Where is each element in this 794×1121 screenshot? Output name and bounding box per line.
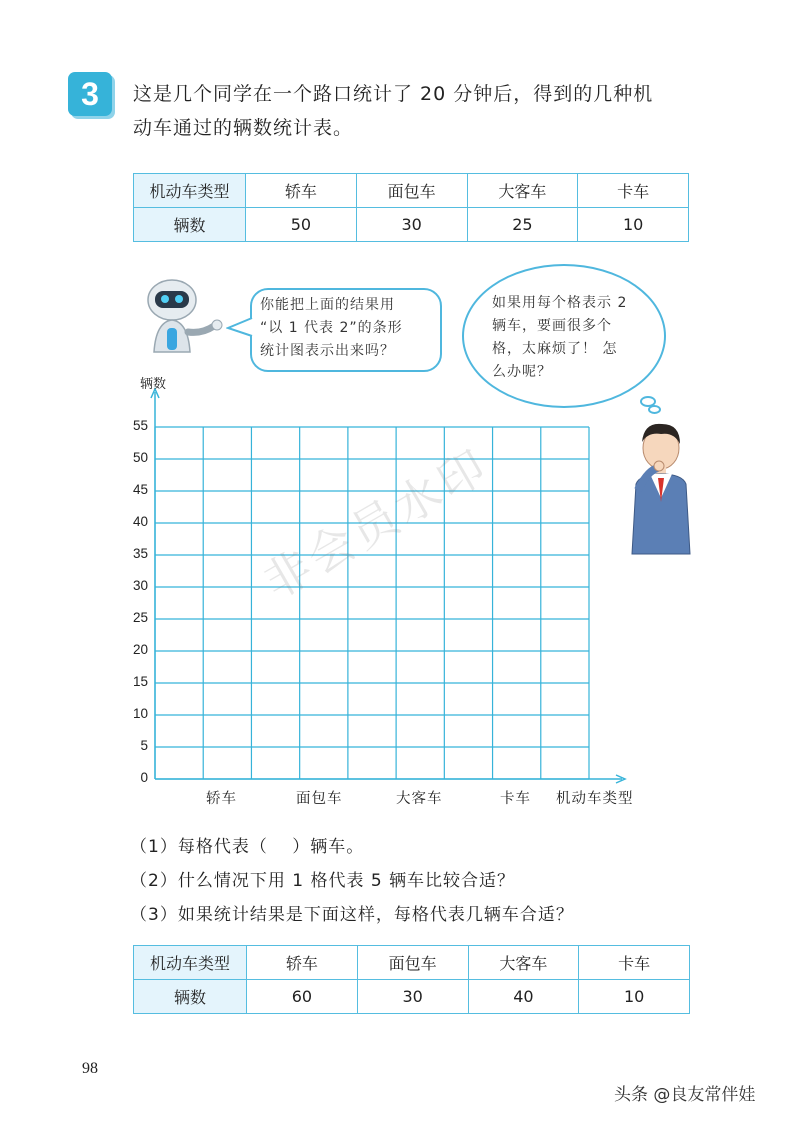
table-cell-sedan: 50	[246, 208, 357, 242]
y-tick-label: 20	[132, 642, 148, 657]
question-2: （2）什么情况下用 1 格代表 5 辆车比较合适？	[130, 871, 516, 891]
y-tick-label: 10	[132, 706, 148, 721]
watermark: 非会员水印	[254, 437, 499, 610]
footer-credit: 头条 @良友常伴娃	[614, 1085, 756, 1105]
question-1: （1）每格代表（ ）辆车。	[130, 837, 365, 857]
table-cell-van: 30	[356, 208, 467, 242]
question-3: （3）如果统计结果是下面这样，每格代表几辆车合适？	[130, 905, 574, 925]
y-tick-label: 55	[132, 418, 148, 433]
x-category-truck: 卡车	[500, 791, 531, 807]
y-tick-label: 35	[132, 546, 148, 561]
table-column-van: 面包车	[356, 174, 467, 208]
table-cell-sedan: 60	[247, 980, 358, 1014]
thought-line-1: 如果用每个格表示 2	[492, 295, 628, 311]
table-header-label: 机动车类型	[134, 946, 247, 980]
table-row-label: 辆数	[134, 980, 247, 1014]
table-cell-van: 30	[357, 980, 468, 1014]
y-tick-label: 0	[140, 770, 148, 785]
table-column-truck: 卡车	[579, 946, 690, 980]
x-axis-label: 机动车类型	[556, 791, 634, 807]
x-category-van: 面包车	[296, 791, 343, 807]
y-tick-label: 30	[132, 578, 148, 593]
table-column-sedan: 轿车	[247, 946, 358, 980]
y-axis-label: 辆数	[140, 377, 167, 392]
y-tick-label: 40	[132, 514, 148, 529]
table-cell-bus: 40	[468, 980, 579, 1014]
robot-speech-line-2: “以 1 代表 2”的条形	[260, 320, 403, 336]
table-column-bus: 大客车	[467, 174, 578, 208]
table-row-label: 辆数	[134, 208, 246, 242]
y-tick-label: 5	[140, 738, 148, 753]
table-cell-truck: 10	[578, 208, 689, 242]
table-column-van: 面包车	[357, 946, 468, 980]
intro-line-1: 这是几个同学在一个路口统计了 20 分钟后，得到的几种机	[133, 83, 654, 105]
chart-axes	[151, 389, 625, 783]
table-header-label: 机动车类型	[134, 174, 246, 208]
table-row	[134, 980, 690, 1014]
thought-line-3: 格，太麻烦了！ 怎	[492, 341, 618, 357]
chart-grid	[155, 427, 589, 779]
x-category-bus: 大客车	[396, 791, 443, 807]
table-column-bus: 大客车	[468, 946, 579, 980]
table-column-sedan: 轿车	[246, 174, 357, 208]
y-tick-label: 50	[132, 450, 148, 465]
vehicle-count-table-2	[133, 945, 690, 1014]
x-category-sedan: 轿车	[206, 791, 237, 807]
y-tick-label: 15	[132, 674, 148, 689]
intro-line-2: 动车通过的辆数统计表。	[133, 117, 354, 139]
page-number: 98	[82, 1060, 98, 1077]
table-column-truck: 卡车	[578, 174, 689, 208]
robot-speech-line-3: 统计图表示出来吗？	[260, 343, 395, 359]
table-cell-truck: 10	[579, 980, 690, 1014]
thought-line-4: 么办呢？	[492, 364, 552, 380]
thought-line-2: 辆车，要画很多个	[492, 318, 612, 334]
y-tick-label: 25	[132, 610, 148, 625]
table-header-row	[134, 946, 690, 980]
y-tick-label: 45	[132, 482, 148, 497]
problem-number-badge: 3	[68, 72, 112, 116]
table-cell-bus: 25	[467, 208, 578, 242]
robot-speech-line-1: 你能把上面的结果用	[260, 297, 395, 313]
